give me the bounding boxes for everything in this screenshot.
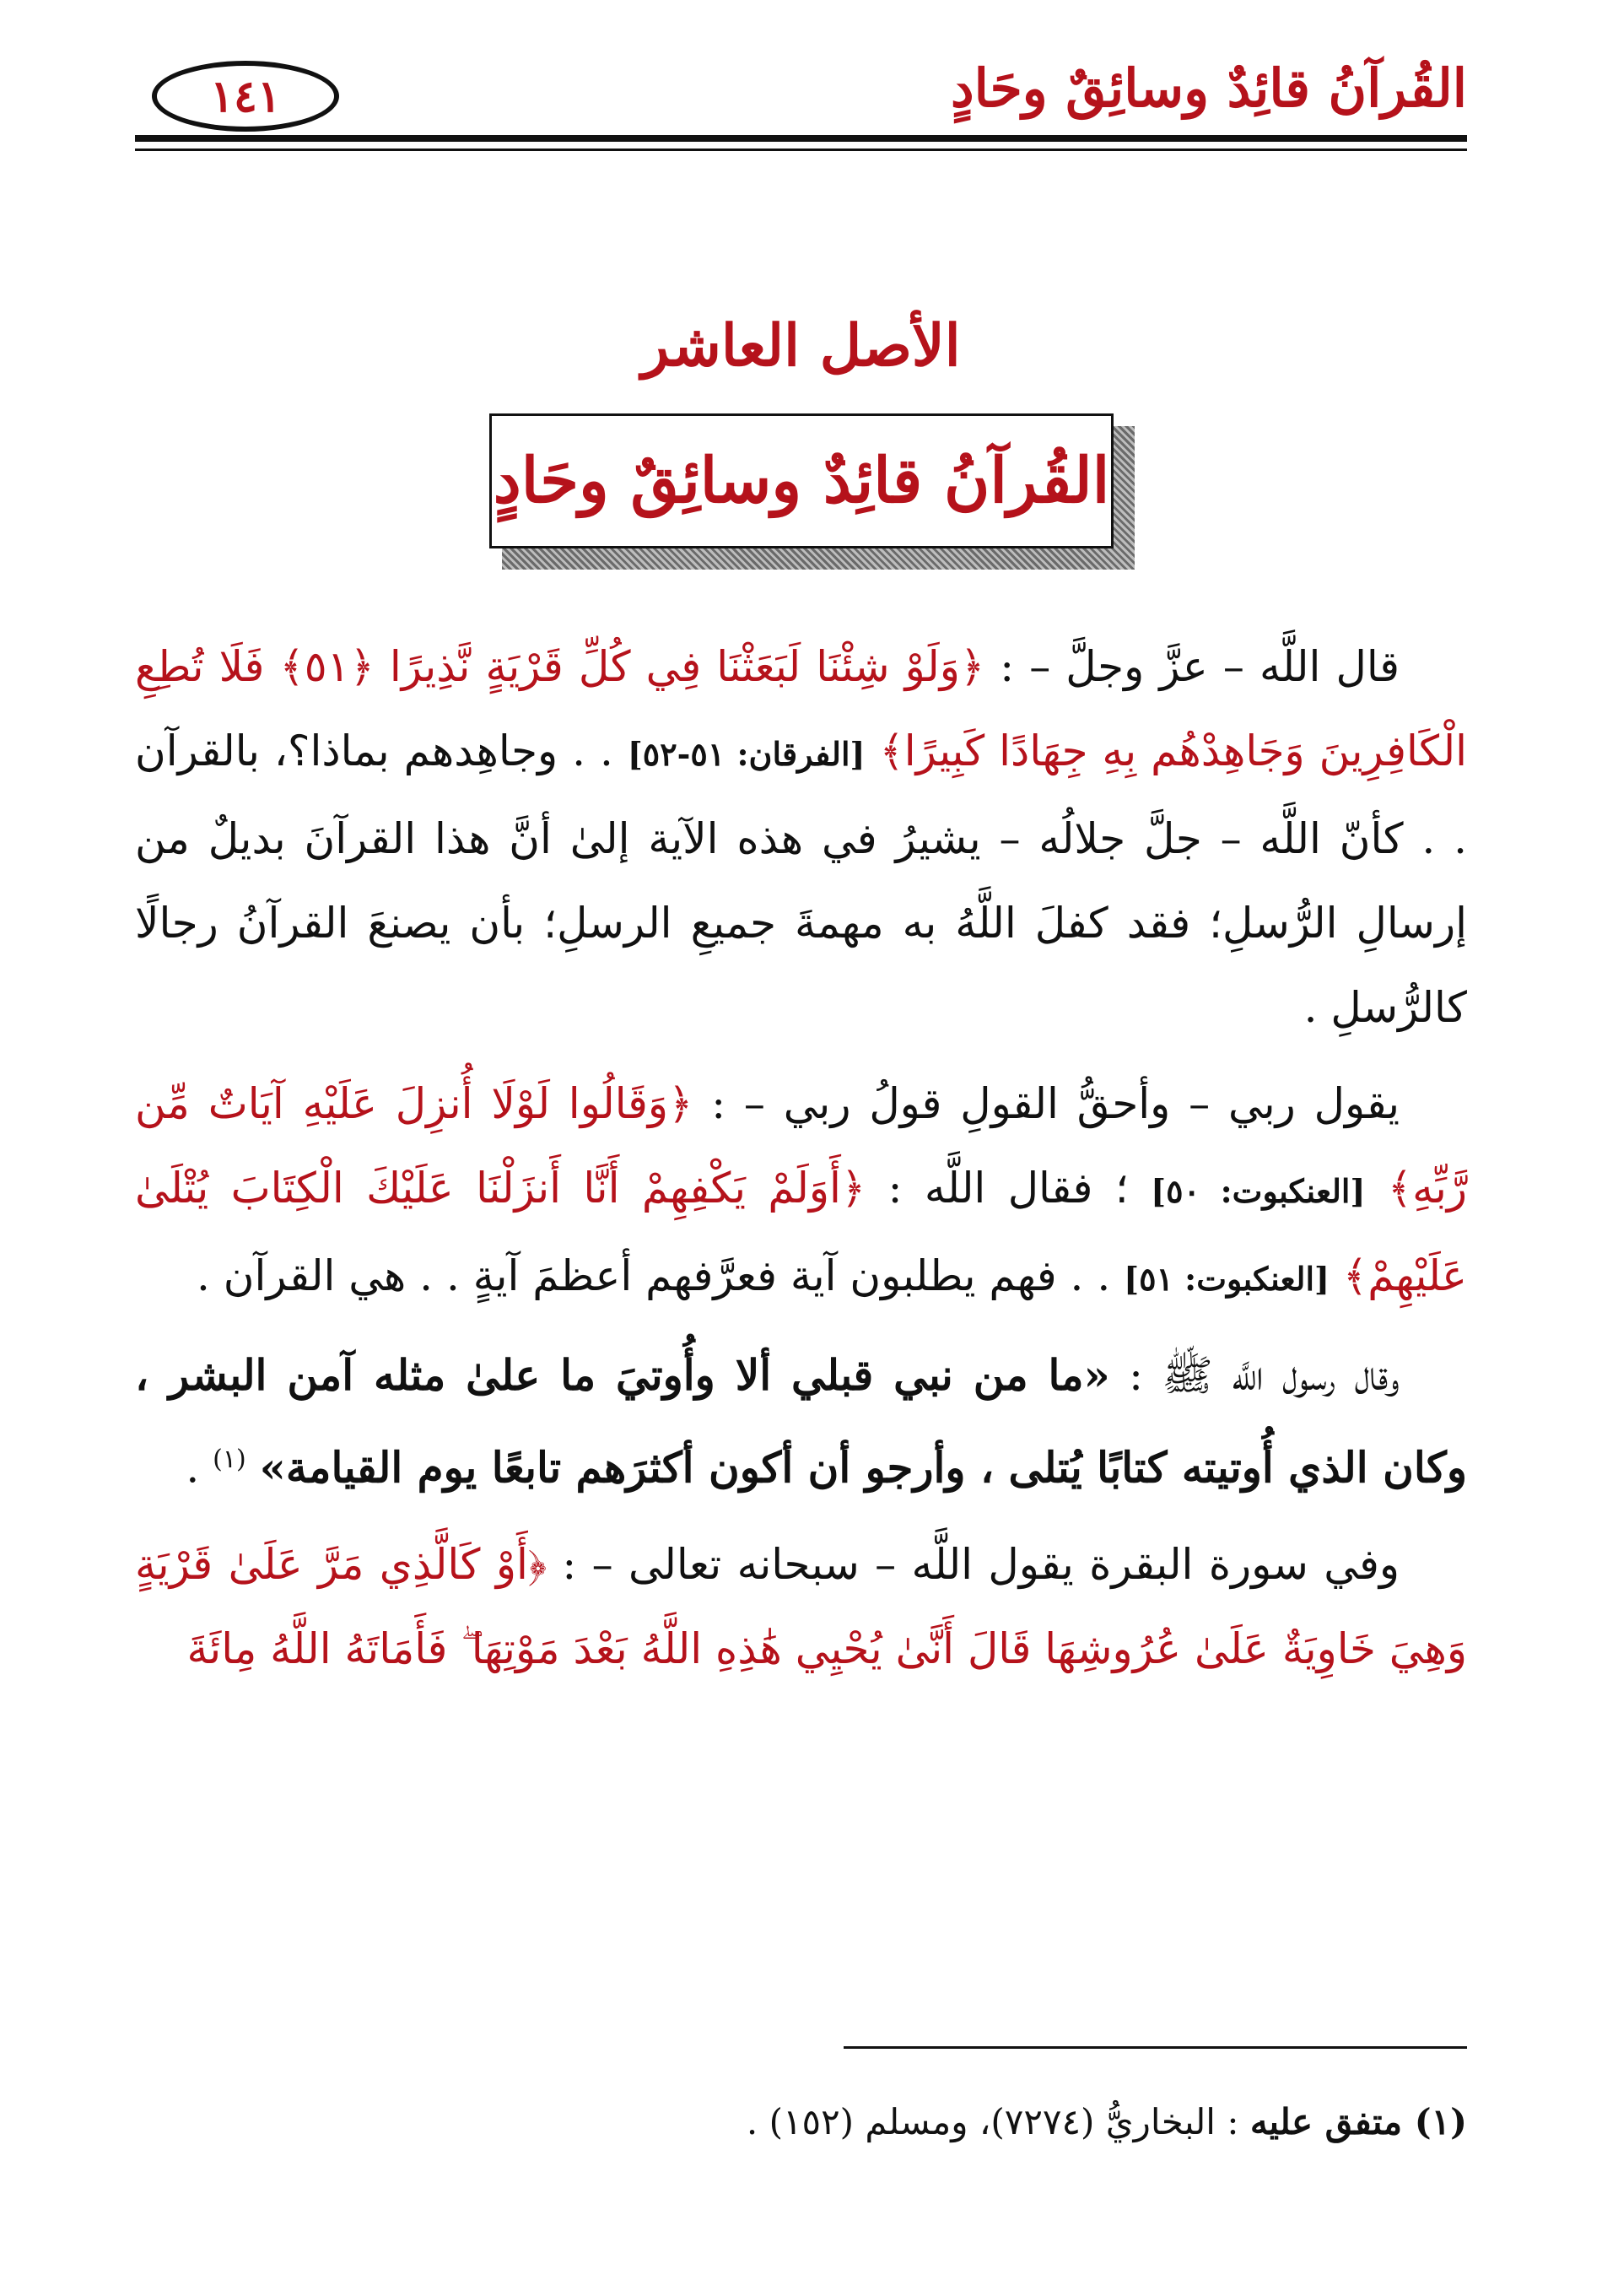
paragraph-2-intro: يقول ربي – وأحقُّ القولِ قولُ ربي – : [693,1079,1400,1128]
verse-reference: [الفرقان: ٥١-٥٢] [627,735,866,773]
header-rule-thin [135,149,1467,151]
quran-verse: ﴿أَوَلَمْ يَكْفِهِمْ أَنَّا أَنزَلْنَا عَلَيْكَ الْكِتَابَ يُتْلَىٰ عَلَيْهِمْ﴾ [135,1164,1467,1300]
footnote-marker[interactable]: (١) [213,1445,246,1474]
paragraph-1-text: . . وجاهِدهم بماذا؟، بالقرآن . . كأنّ اللَّه – جلَّ جلالُه – يشيرُ في هذه الآية إلىٰ أنَّ هذا القرآنَ بديلٌ من إرسالِ الرُّسلِ؛ فقد كفلَ اللَّهُ به مهمةَ جميعِ الرسلِ؛ بأن يصنعَ القرآنُ رجالًا كالرُّسلِ . [135,727,1467,1032]
footnote [135,2097,1467,2147]
paragraph-1-intro: قال اللَّه – عزَّ وجلَّ – : [984,642,1400,691]
page-number: ١٤١ [152,61,339,132]
quran-verse: ﴿وَقَالُوا لَوْلَا أُنزِلَ عَلَيْهِ آيَاتٌ مِّن رَّبِّهِ﴾ [135,1079,1468,1213]
chapter-title: القُرآنُ قائِدٌ وسائِقٌ وحَادٍ [493,445,1110,517]
paragraph-4 [135,1522,1467,1691]
verse-reference: [العنكبوت: ٥٠] [1151,1172,1366,1210]
paragraph-2-text: . . فهم يطلبون آية فعرَّفهم أعظمَ آيةٍ . . هي القرآن . [196,1251,1111,1300]
paragraph-4-intro: وفي سورة البقرة يقول اللَّه – سبحانه تعالى – : [547,1539,1400,1589]
footnote-divider [844,2046,1467,2049]
paragraph-3-end: . [186,1443,200,1493]
paragraph-3-intro: وقال رسول اللَّه ﷺ : [1109,1351,1400,1400]
paragraph-2 [135,1062,1467,1321]
footnote-label: (١) متفق عليه [1249,2101,1467,2142]
paragraph-3 [135,1333,1467,1510]
body-text [135,624,1467,1703]
hadith-quote: «ما من نبي قبلي ألا وأُوتيَ ما علىٰ مثله آمن البشر ، وكان الذي أُوتيته كتابًا يُتلى ، وأرجو أن أكون أكثرَهم تابعًا يوم القيامة» [135,1350,1467,1493]
paragraph-2-mid: ؛ فقال اللَّه : [866,1164,1129,1213]
quran-verse: ﴿وَلَوْ شِئْنَا لَبَعَثْنَا فِي كُلِّ قَرْيَةٍ نَّذِيرًا ﴿٥١﴾ فَلَا تُطِعِ الْكَافِرِينَ وَجَاهِدْهُم بِهِ جِهَادًا كَبِيرًا﴾ [135,642,1468,775]
page-header [135,51,1467,143]
verse-reference: [العنكبوت: ٥١] [1124,1260,1330,1298]
running-title: القُرآنُ قائِدٌ وسائِقٌ وحَادٍ [950,57,1467,119]
chapter-title-box [489,413,1114,548]
header-rule-thick [135,135,1467,142]
paragraph-1 [135,624,1467,1050]
chapter-label: الأصل العاشر [641,312,961,380]
quran-verse: ﴿أَوْ كَالَّذِي مَرَّ عَلَىٰ قَرْيَةٍ وَهِيَ خَاوِيَةٌ عَلَىٰ عُرُوشِهَا قَالَ أَنَّىٰ يُحْيِي هَٰذِهِ اللَّهُ بَعْدَ مَوْتِهَا ۖ فَأَمَاتَهُ اللَّهُ مِائَةَ [135,1539,1467,1673]
footnote-text: : البخاريُّ (٧٢٧٤)، ومسلم (١٥٢) . [746,2101,1239,2142]
